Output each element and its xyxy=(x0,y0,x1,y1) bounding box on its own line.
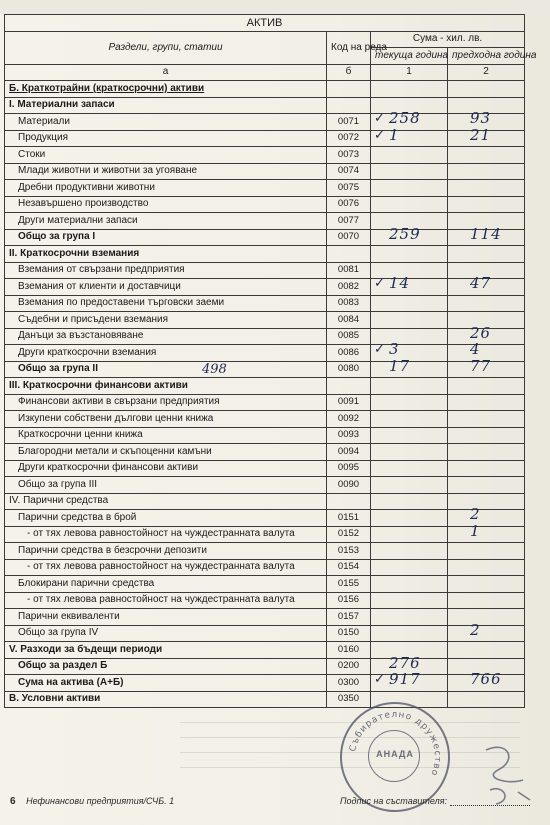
current-year-cell xyxy=(371,295,448,312)
table-row xyxy=(5,477,525,494)
current-year-cell xyxy=(371,411,448,428)
row-label: Благородни метали и скъпоценни камъни xyxy=(5,444,327,461)
row-code: 0094 xyxy=(327,444,371,461)
page-number: 6 xyxy=(10,796,16,807)
signature-line xyxy=(450,805,530,806)
row-label: Б. Краткотрайни (краткосрочни) активи xyxy=(5,81,327,98)
table-row xyxy=(5,246,525,263)
table-row xyxy=(5,576,525,593)
previous-year-value: 93 xyxy=(470,109,492,127)
previous-year-cell xyxy=(448,642,525,659)
sum-column-header: Сума - хил. лв. xyxy=(371,31,525,48)
current-year-cell xyxy=(371,81,448,98)
previous-year-cell xyxy=(448,180,525,197)
svg-text:Събирателно дружество: Събирателно дружество xyxy=(348,709,443,778)
previous-year-value: 2 xyxy=(470,505,481,523)
row-label: Парични еквиваленти xyxy=(5,609,327,626)
current-year-value: 3 xyxy=(389,340,400,358)
row-code: 0160 xyxy=(327,642,371,659)
table-row xyxy=(5,295,525,312)
stamp-center-text: АНАДА xyxy=(376,749,414,759)
row-label: Млади животни и животни за угояване xyxy=(5,163,327,180)
row-label: Изкупени собствени дългови ценни книжа xyxy=(5,411,327,428)
previous-year-cell xyxy=(448,378,525,395)
row-code: 0090 xyxy=(327,477,371,494)
row-code: 0074 xyxy=(327,163,371,180)
previous-year-header: предходна година xyxy=(448,48,525,65)
row-code: 0077 xyxy=(327,213,371,230)
table-row xyxy=(5,394,525,411)
checkmark-icon: ✓ xyxy=(374,111,385,126)
balance-sheet-rows xyxy=(5,81,525,708)
row-code: 0076 xyxy=(327,196,371,213)
previous-year-cell xyxy=(448,493,525,510)
row-label: Вземания по предоставени търговски заеми xyxy=(5,295,327,312)
previous-year-cell xyxy=(448,274,525,296)
previous-year-value: 114 xyxy=(470,224,502,243)
previous-year-cell xyxy=(448,543,525,560)
row-label: Общо за раздел Б xyxy=(5,658,327,675)
row-label: Общо за група II xyxy=(5,361,327,378)
previous-year-cell xyxy=(448,224,525,246)
row-code: 0086 xyxy=(327,345,371,362)
previous-year-cell xyxy=(448,592,525,609)
row-label: Парични средства в безсрочни депозити xyxy=(5,543,327,560)
sections-column-header: Раздели, групи, статии xyxy=(5,31,327,64)
row-label: Краткосрочни ценни книжа xyxy=(5,427,327,444)
current-year-cell xyxy=(371,147,448,164)
previous-year-cell xyxy=(448,125,525,147)
row-label: II. Краткосрочни вземания xyxy=(5,246,327,263)
previous-year-value: 1 xyxy=(470,521,481,540)
previous-year-cell xyxy=(448,246,525,263)
handwritten-margin-note: 498 xyxy=(202,362,227,377)
previous-year-value: 47 xyxy=(470,274,492,292)
row-label: Финансови активи в свързани предприятия xyxy=(5,394,327,411)
previous-year-value: 2 xyxy=(470,620,481,639)
row-label: Парични средства в брой xyxy=(5,510,327,527)
row-code: 0152 xyxy=(327,526,371,543)
current-year-cell xyxy=(371,196,448,213)
current-year-cell xyxy=(371,510,448,527)
row-code: 0085 xyxy=(327,328,371,345)
previous-year-cell xyxy=(448,521,525,543)
current-year-header: текуща година xyxy=(371,48,448,65)
row-label: В. Условни активи xyxy=(5,691,327,708)
form-name: Нефинансови предприятия/СЧБ. 1 xyxy=(26,796,175,806)
row-label: Съдебни и присъдени вземания xyxy=(5,312,327,329)
row-code: 0071 xyxy=(327,114,371,131)
current-year-cell xyxy=(371,125,448,147)
previous-year-cell xyxy=(448,460,525,477)
row-label: Вземания от клиенти и доставчици xyxy=(5,279,327,296)
table-row xyxy=(5,328,525,345)
previous-year-cell xyxy=(448,295,525,312)
table-row xyxy=(5,411,525,428)
table-row xyxy=(5,147,525,164)
current-year-value: 258 xyxy=(389,109,421,127)
previous-year-cell xyxy=(448,411,525,428)
row-code xyxy=(327,378,371,395)
table-row xyxy=(5,196,525,213)
row-code xyxy=(327,97,371,114)
current-year-cell xyxy=(371,378,448,395)
row-code: 0155 xyxy=(327,576,371,593)
previous-year-cell xyxy=(448,477,525,494)
row-code: 0092 xyxy=(327,411,371,428)
table-row xyxy=(5,642,525,659)
previous-year-cell xyxy=(448,444,525,461)
row-label: Други краткосрочни вземания xyxy=(5,345,327,362)
table-row xyxy=(5,312,525,329)
row-code: 0091 xyxy=(327,394,371,411)
current-year-value: 917 xyxy=(389,670,421,688)
row-code: 0151 xyxy=(327,510,371,527)
previous-year-cell xyxy=(448,196,525,213)
previous-year-cell xyxy=(448,163,525,180)
row-code: 0095 xyxy=(327,460,371,477)
column-letter: а xyxy=(5,64,327,81)
current-year-value: 259 xyxy=(389,224,421,243)
row-label: Други краткосрочни финансови активи xyxy=(5,460,327,477)
row-code: 0084 xyxy=(327,312,371,329)
previous-year-cell xyxy=(448,559,525,576)
row-code: 0093 xyxy=(327,427,371,444)
current-year-cell xyxy=(371,274,448,296)
current-year-cell xyxy=(371,493,448,510)
current-year-cell xyxy=(371,477,448,494)
row-code: 0072 xyxy=(327,130,371,147)
balance-sheet-table xyxy=(4,14,537,708)
table-row xyxy=(5,114,525,131)
current-year-cell xyxy=(371,246,448,263)
checkmark-icon: ✓ xyxy=(374,672,385,687)
row-label: Други материални запаси xyxy=(5,213,327,230)
current-year-cell xyxy=(371,592,448,609)
current-year-value: 14 xyxy=(389,274,411,292)
row-code xyxy=(327,493,371,510)
row-code: 0300 xyxy=(327,675,371,692)
row-label: - от тях левова равностойност на чуждестранната валута xyxy=(5,526,327,543)
table-row xyxy=(5,427,525,444)
current-year-cell xyxy=(371,625,448,642)
row-code: 0081 xyxy=(327,262,371,279)
row-label: Сума на актива (А+Б) xyxy=(5,675,327,692)
current-year-cell xyxy=(371,609,448,626)
table-row xyxy=(5,510,525,527)
row-label: Дребни продуктивни животни xyxy=(5,180,327,197)
table-row xyxy=(5,444,525,461)
table-row xyxy=(5,543,525,560)
table-row xyxy=(5,279,525,296)
table-row xyxy=(5,262,525,279)
row-code: 0200 xyxy=(327,658,371,675)
current-year-value: 1 xyxy=(389,125,400,144)
row-code: 0080 xyxy=(327,361,371,378)
table-row xyxy=(5,493,525,510)
column-letter: б xyxy=(327,64,371,81)
previous-year-cell xyxy=(448,323,525,345)
row-label: Незавършено производство xyxy=(5,196,327,213)
page-footer xyxy=(10,796,174,807)
row-label: Материали xyxy=(5,114,327,131)
row-code: 0156 xyxy=(327,592,371,609)
current-year-cell xyxy=(371,180,448,197)
top-strip xyxy=(0,0,550,14)
table-row xyxy=(5,97,525,114)
code-column-header: Код на реда xyxy=(327,31,371,64)
previous-year-cell xyxy=(448,147,525,164)
current-year-value: 276 xyxy=(389,653,421,672)
row-label: I. Материални запаси xyxy=(5,97,327,114)
row-label: III. Краткосрочни финансови активи xyxy=(5,378,327,395)
current-year-cell xyxy=(371,526,448,543)
previous-year-cell xyxy=(448,394,525,411)
table-row xyxy=(5,460,525,477)
table-row xyxy=(5,345,525,362)
checkmark-icon: ✓ xyxy=(374,342,385,357)
row-code: 0150 xyxy=(327,625,371,642)
current-year-cell xyxy=(371,576,448,593)
previous-year-cell xyxy=(448,609,525,626)
row-code: 0154 xyxy=(327,559,371,576)
previous-year-value: 26 xyxy=(470,323,492,342)
table-row xyxy=(5,229,525,246)
row-code: 0075 xyxy=(327,180,371,197)
row-label: - от тях левова равностойност на чуждестранната валута xyxy=(5,559,327,576)
previous-year-cell xyxy=(448,356,525,378)
table-row xyxy=(5,378,525,395)
row-label: V. Разходи за бъдещи периоди xyxy=(5,642,327,659)
row-code: 0073 xyxy=(327,147,371,164)
previous-year-cell xyxy=(448,620,525,642)
table-row xyxy=(5,163,525,180)
current-year-cell xyxy=(371,670,448,692)
row-label: Продукция xyxy=(5,130,327,147)
previous-year-value: 21 xyxy=(470,125,492,144)
previous-year-cell xyxy=(448,505,525,527)
current-year-cell xyxy=(371,444,448,461)
row-code: 0157 xyxy=(327,609,371,626)
current-year-cell xyxy=(371,356,448,378)
row-label: IV. Парични средства xyxy=(5,493,327,510)
previous-year-value: 4 xyxy=(470,340,481,358)
row-label: Стоки xyxy=(5,147,327,164)
previous-year-cell xyxy=(448,691,525,708)
table-row xyxy=(5,81,525,98)
row-code: 0082 xyxy=(327,279,371,296)
signature-label: Подпис на съставителя: xyxy=(340,796,448,806)
table-row xyxy=(5,180,525,197)
table-row xyxy=(5,361,525,378)
previous-year-cell xyxy=(448,427,525,444)
table-row xyxy=(5,130,525,147)
table-row xyxy=(5,559,525,576)
current-year-cell xyxy=(371,312,448,329)
row-code: 0153 xyxy=(327,543,371,560)
row-label: - от тях левова равностойност на чуждестранната валута xyxy=(5,592,327,609)
column-letter: 1 xyxy=(371,64,448,81)
row-label: Блокирани парични средства xyxy=(5,576,327,593)
table-row xyxy=(5,213,525,230)
row-code: 0350 xyxy=(327,691,371,708)
checkmark-icon: ✓ xyxy=(374,276,385,291)
current-year-cell xyxy=(371,559,448,576)
table-row xyxy=(5,526,525,543)
table-title: АКТИВ xyxy=(5,15,525,32)
row-code xyxy=(327,246,371,263)
signature-field xyxy=(340,796,530,806)
row-label: Общо за група IV xyxy=(5,625,327,642)
table-row xyxy=(5,625,525,642)
current-year-cell xyxy=(371,394,448,411)
current-year-cell xyxy=(371,427,448,444)
current-year-cell xyxy=(371,460,448,477)
row-label: Данъци за възстановяване xyxy=(5,328,327,345)
row-label: Общо за група I xyxy=(5,229,327,246)
previous-year-value: 77 xyxy=(470,356,492,375)
column-letter: 2 xyxy=(448,64,525,81)
table-row xyxy=(5,658,525,675)
current-year-cell xyxy=(371,224,448,246)
row-label: Вземания от свързани предприятия xyxy=(5,262,327,279)
current-year-value: 17 xyxy=(389,356,411,375)
row-code xyxy=(327,81,371,98)
previous-year-cell xyxy=(448,670,525,692)
current-year-cell xyxy=(371,543,448,560)
previous-year-cell xyxy=(448,81,525,98)
current-year-cell xyxy=(371,163,448,180)
table-row xyxy=(5,675,525,692)
table-row xyxy=(5,609,525,626)
row-label: Общо за група III xyxy=(5,477,327,494)
row-code: 0070 xyxy=(327,229,371,246)
checkmark-icon: ✓ xyxy=(374,127,385,143)
row-code: 0083 xyxy=(327,295,371,312)
table-row xyxy=(5,592,525,609)
previous-year-value: 766 xyxy=(470,670,502,688)
previous-year-cell xyxy=(448,576,525,593)
